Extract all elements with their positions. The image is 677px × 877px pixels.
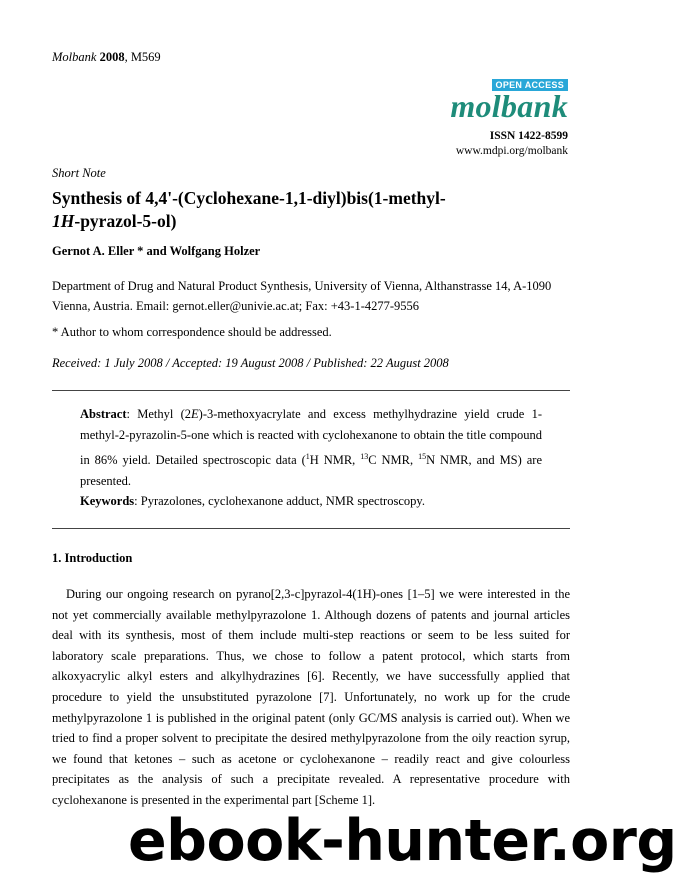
text-line: laboratory scale preparations. Thus, we chose to follow a patent protocol, which starts from	[52, 648, 570, 663]
article-id: M569	[130, 50, 161, 64]
affiliation: Department of Drug and Natural Product Synthesis, University of Vienna, Althanstrasse 14, A-1090 Vienna, Austria. Email: gernot.eller@univie.ac.at; Fax: +43-1-4277-9556	[52, 279, 552, 313]
journal-year: 2008	[99, 50, 125, 64]
publication-dates: Received: 1 July 2008 / Accepted: 19 August 2008 / Published: 22 August 2008	[52, 356, 449, 370]
text-line: not yet commercially available methylpyrazolone 1. Although dozens of patents and journal articles	[52, 607, 570, 622]
divider	[52, 528, 570, 529]
journal-name: Molbank	[52, 50, 97, 64]
divider	[52, 390, 570, 391]
watermark: ebook-hunter.org	[128, 808, 677, 874]
text-line: deal with its synthesis, most of them include multi-step reactions or seem to be less suited for	[52, 628, 570, 643]
article-type: Short Note	[52, 166, 106, 180]
journal-website-link[interactable]: www.mdpi.org/molbank	[455, 145, 568, 157]
text-line: tried to find a proper solvent to precipitate the desired methylpyrazolone from the oily reaction syrup,	[52, 731, 570, 746]
abstract-label: Abstract	[80, 407, 127, 421]
keywords: Keywords: Pyrazolones, cyclohexanone adduct, NMR spectroscopy.	[80, 494, 425, 508]
issn: ISSN 1422-8599	[489, 130, 568, 142]
text-line: cyclohexanone is presented in the experimental part [Scheme 1].	[52, 792, 376, 807]
text-line: precipitates as the analysis of such a precipitate revealed. A representative procedure with	[52, 772, 570, 787]
article-title: Synthesis of 4,4'-(Cyclohexane-1,1-diyl)bis(1-methyl- 1H-pyrazol-5-ol)	[52, 188, 446, 231]
section-heading: 1. Introduction	[52, 551, 133, 565]
journal-logo: molbank	[450, 88, 568, 124]
text-line: methylpyrazolone 1 is published in the original patent (only GC/MS analysis is carried out). When we	[52, 710, 570, 725]
text-line: alkoxyacrylic alkyl esters and alkylhydrazines [6]. Recently, we have successfully applied that	[52, 669, 570, 684]
text-line: we found that ketones – such as acetone or cyclohexanone – readily react and give colourless	[52, 751, 570, 766]
journal-reference: Molbank 2008, M569	[52, 50, 161, 64]
authors: Gernot A. Eller * and Wolfgang Holzer	[52, 244, 261, 258]
keywords-label: Keywords	[80, 494, 135, 508]
text-line: During our ongoing research on pyrano[2,3-c]pyrazol-4(1H)-ones [1–5] we were interested in the	[66, 587, 570, 601]
introduction-text	[52, 584, 570, 811]
correspondence-note: * Author to whom correspondence should be addressed.	[52, 325, 332, 339]
open-access-badge: OPEN ACCESS	[492, 79, 568, 91]
abstract: Abstract: Methyl (2E)-3-methoxyacrylate and excess methylhydrazine yield crude 1-methyl-2-pyrazolin-5-one which is reacted with cyclohexanone to obtain the title compound in 86% yield. Detailed spectroscopic data ($^1$H NMR, $^{13}$C NMR, $^{15}$N NMR, and MS) are presented.	[80, 407, 542, 489]
text-line: procedure to yield the unsubstituted pyrazolone [7]. Unfortunately, no work up for the crude	[52, 689, 570, 704]
